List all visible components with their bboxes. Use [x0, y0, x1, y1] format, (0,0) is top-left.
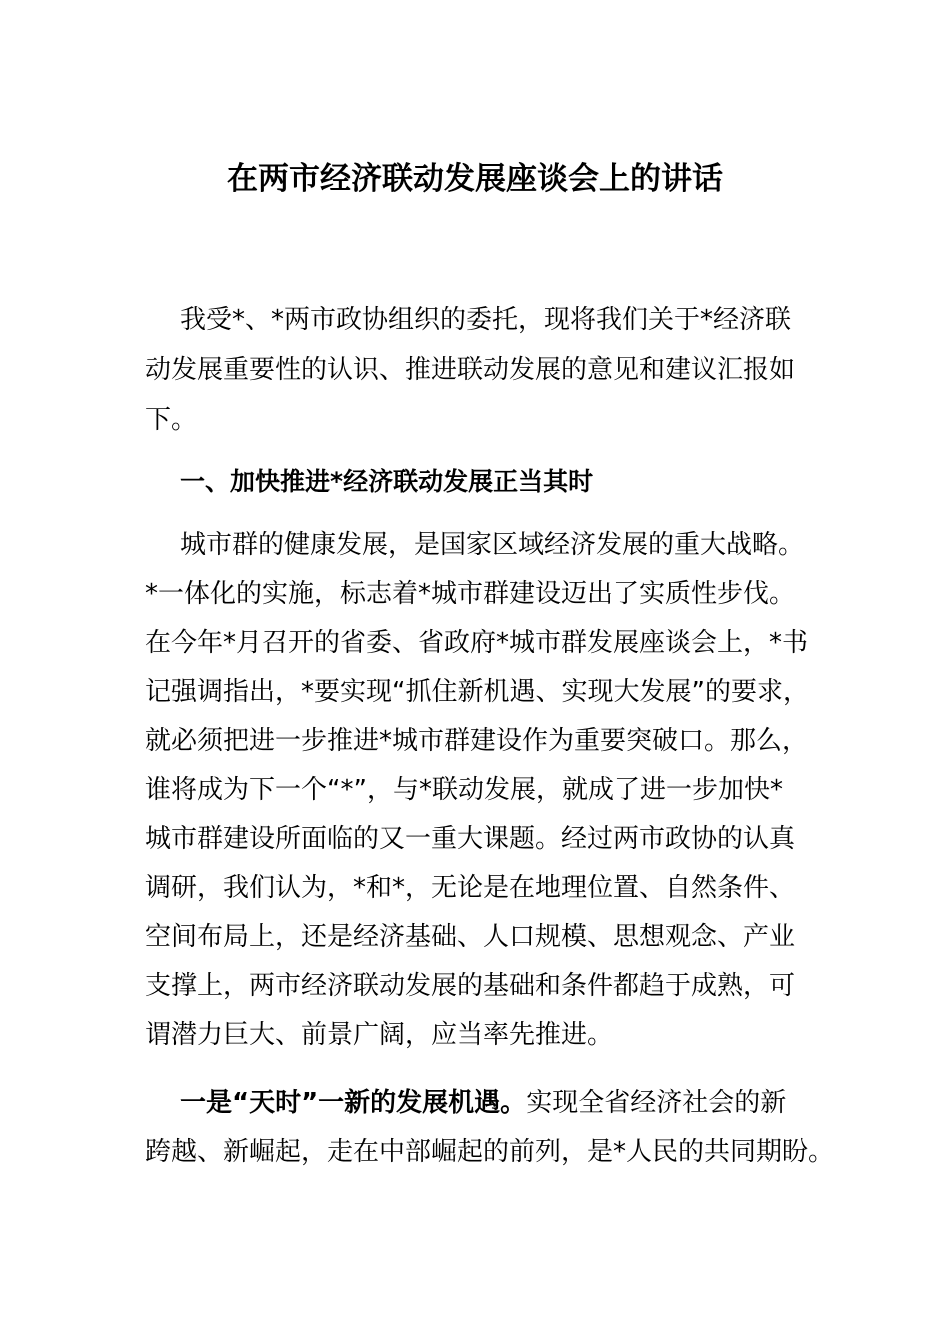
paragraph-line-8: 调研，我们认为，*和*，无论是在地理位置、自然条件、 [145, 873, 796, 903]
point-1-line-1 [180, 1083, 786, 1123]
paragraph-line-1: 城市群的健康发展，是国家区域经济发展的重大战略。 [180, 530, 805, 560]
paragraph-line-7: 城市群建设所面临的又一重大课题。经过两市政协的认真 [145, 824, 796, 854]
paragraph-line-3: 在今年*月召开的省委、省政府*城市群发展座谈会上，*书 [145, 628, 809, 658]
paragraph-line-9: 空间布局上，还是经济基础、人口规模、思想观念、产业 [145, 922, 796, 952]
paragraph-line-5: 就必须把进一步推进*城市群建设作为重要突破口。那么， [145, 726, 809, 756]
intro-line-2: 动发展重要性的认识、推进联动发展的意见和建议汇报如 [145, 355, 796, 385]
paragraph-line-2: *一体化的实施，标志着*城市群建设迈出了实质性步伐。 [145, 579, 796, 609]
paragraph-line-11: 谓潜力巨大、前景广阔，应当率先推进。 [145, 1020, 614, 1050]
document-title: 在两市经济联动发展座谈会上的讲话 [227, 161, 723, 197]
intro-line-3: 下。 [145, 405, 198, 435]
paragraph-line-4: 记强调指出，*要实现“抓住新机遇、实现大发展”的要求， [145, 677, 809, 707]
point-1-lead: 一是“天时”一新的发展机遇。 [180, 1088, 527, 1118]
section-heading-1: 一、加快推进*经济联动发展正当其时 [180, 467, 594, 496]
intro-line-1: 我受*、*两市政协组织的委托，现将我们关于*经济联 [180, 305, 792, 335]
paragraph-line-10: 支撑上，两市经济联动发展的基础和条件都趋于成熟，可 [145, 971, 796, 1001]
paragraph-line-6: 谁将成为下一个“*”，与*联动发展，就成了进一步加快* [145, 775, 783, 805]
point-1-line-2: 跨越、新崛起，走在中部崛起的前列，是*人民的共同期盼。 [145, 1137, 835, 1167]
point-1-text: 实现全省经济社会的新 [526, 1088, 787, 1118]
